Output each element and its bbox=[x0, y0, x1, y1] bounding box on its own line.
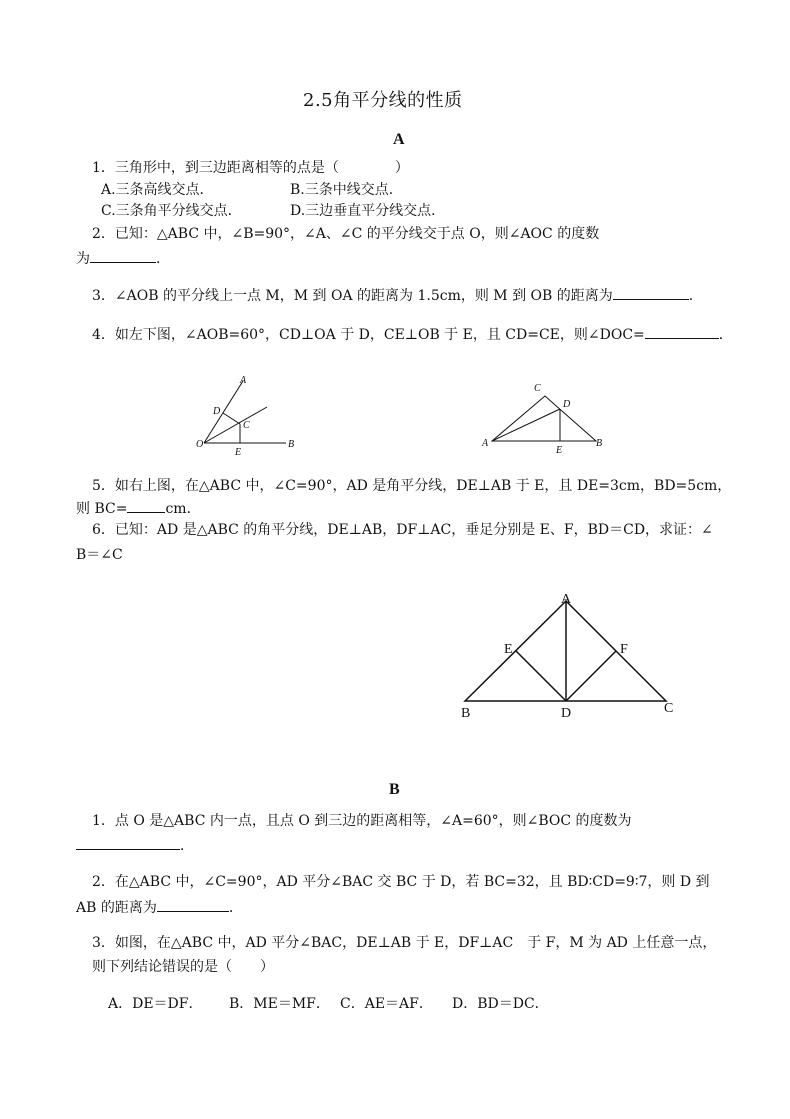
segment-ad bbox=[492, 409, 560, 441]
a-q6-line1: 6．已知：AD 是△ABC 的角平分线，DE⊥AB，DF⊥AC，垂足分别是 E、F，BD＝CD，求证：∠ bbox=[92, 522, 713, 538]
label-d: D bbox=[213, 406, 221, 417]
label-b: B bbox=[288, 439, 295, 450]
label-c: C bbox=[664, 701, 674, 716]
a-q3-text: 3．∠AOB 的平分线上一点 M，M 到 OA 的距离为 1.5cm，则 M 到 OB 的距离为 bbox=[92, 288, 613, 304]
label-b: B bbox=[596, 438, 603, 449]
b-q3-option-d: D．BD＝DC． bbox=[452, 996, 549, 1012]
a-q2-prefix: 为 bbox=[76, 251, 90, 267]
section-b-heading: B bbox=[389, 781, 400, 798]
a-q1-stem: 1．三角形中，到三边距离相等的点是（ ） bbox=[92, 160, 409, 176]
a-q1-option-d: D.三边垂直平分线交点． bbox=[290, 203, 446, 219]
b-q2-prefix: AB 的距离为 bbox=[76, 900, 157, 916]
ray-oa bbox=[204, 381, 243, 443]
b-q1-line2 bbox=[76, 835, 194, 856]
label-a: A bbox=[240, 375, 247, 386]
b-q3-line2: 则下列结论错误的是（ ） bbox=[92, 959, 274, 975]
label-a: A bbox=[482, 438, 489, 449]
segment-df-q6 bbox=[566, 651, 616, 701]
label-a: A bbox=[561, 592, 572, 607]
b-q1-suffix: ． bbox=[180, 838, 194, 854]
page-title: 2.5角平分线的性质 bbox=[303, 90, 463, 111]
b-q2-suffix: ． bbox=[228, 900, 243, 916]
b-q3-option-a: A．DE＝DF． bbox=[108, 996, 203, 1012]
label-d: D bbox=[561, 706, 572, 721]
a-q5-suffix: cm． bbox=[165, 501, 201, 517]
b-q3-option-b: B．ME＝MF． bbox=[229, 996, 330, 1012]
section-a-heading: A bbox=[393, 131, 405, 148]
a-q5-line1: 5．如右上图，在△ABC 中，∠C=90°，AD 是角平分线，DE⊥AB 于 E，且 DE=3cm，BD=5cm， bbox=[92, 478, 732, 494]
a-q5-answer-blank[interactable] bbox=[127, 498, 165, 513]
triangle-abc bbox=[492, 396, 596, 441]
label-c: C bbox=[243, 420, 250, 431]
a-q1-option-b: B.三条中线交点． bbox=[290, 182, 403, 198]
label-d: D bbox=[563, 399, 571, 410]
label-e: E bbox=[504, 642, 513, 657]
label-f: F bbox=[620, 642, 628, 657]
segment-cd bbox=[223, 413, 240, 424]
a-q2-line1: 2．已知：△ABC 中，∠B=90°，∠A、∠C 的平分线交于点 O，则∠AOC 的度数 bbox=[92, 226, 600, 242]
label-e: E bbox=[235, 447, 242, 458]
b-q1-answer-blank[interactable] bbox=[76, 835, 180, 850]
a-q2-suffix: ． bbox=[156, 251, 170, 267]
b-q1-line1: 1．点 O 是△ABC 内一点，且点 O 到三边的距离相等，∠A=60°，则∠BOC 的度数为 bbox=[92, 813, 632, 829]
b-q3-line1: 3．如图，在△ABC 中，AD 平分∠BAC，DE⊥AB 于 E，DF⊥AC 于 F，M 为 AD 上任意一点， bbox=[92, 935, 717, 951]
a-q4-suffix: ． bbox=[718, 327, 733, 343]
label-b: B bbox=[461, 706, 471, 721]
label-e: E bbox=[556, 445, 563, 456]
b-q3-option-c: C．AE＝AF． bbox=[340, 996, 433, 1012]
a-q6-line2: B＝∠C bbox=[76, 547, 123, 563]
a-q1-option-c: C.三条角平分线交点． bbox=[101, 203, 242, 219]
b-q2-answer-blank[interactable] bbox=[157, 897, 229, 912]
segment-de-q6 bbox=[516, 651, 566, 701]
label-o: O bbox=[196, 439, 204, 450]
b-q2-line2 bbox=[76, 897, 243, 918]
a-q5-line2 bbox=[76, 498, 201, 519]
b-q2-line1: 2．在△ABC 中，∠C=90°，AD 平分∠BAC 交 BC 于 D，若 BC=32，且 BD∶CD=9∶7，则 D 到 bbox=[92, 874, 710, 890]
a-q4-text: 4．如左下图，∠AOB=60°，CD⊥OA 于 D，CE⊥OB 于 E，且 CD=CE，则∠DOC= bbox=[92, 327, 645, 343]
label-c: C bbox=[534, 383, 541, 394]
a-q1-option-a: A.三条高线交点． bbox=[101, 182, 214, 198]
a-q5-prefix: 则 BC= bbox=[76, 501, 128, 517]
a-q3-suffix: ． bbox=[688, 288, 703, 304]
